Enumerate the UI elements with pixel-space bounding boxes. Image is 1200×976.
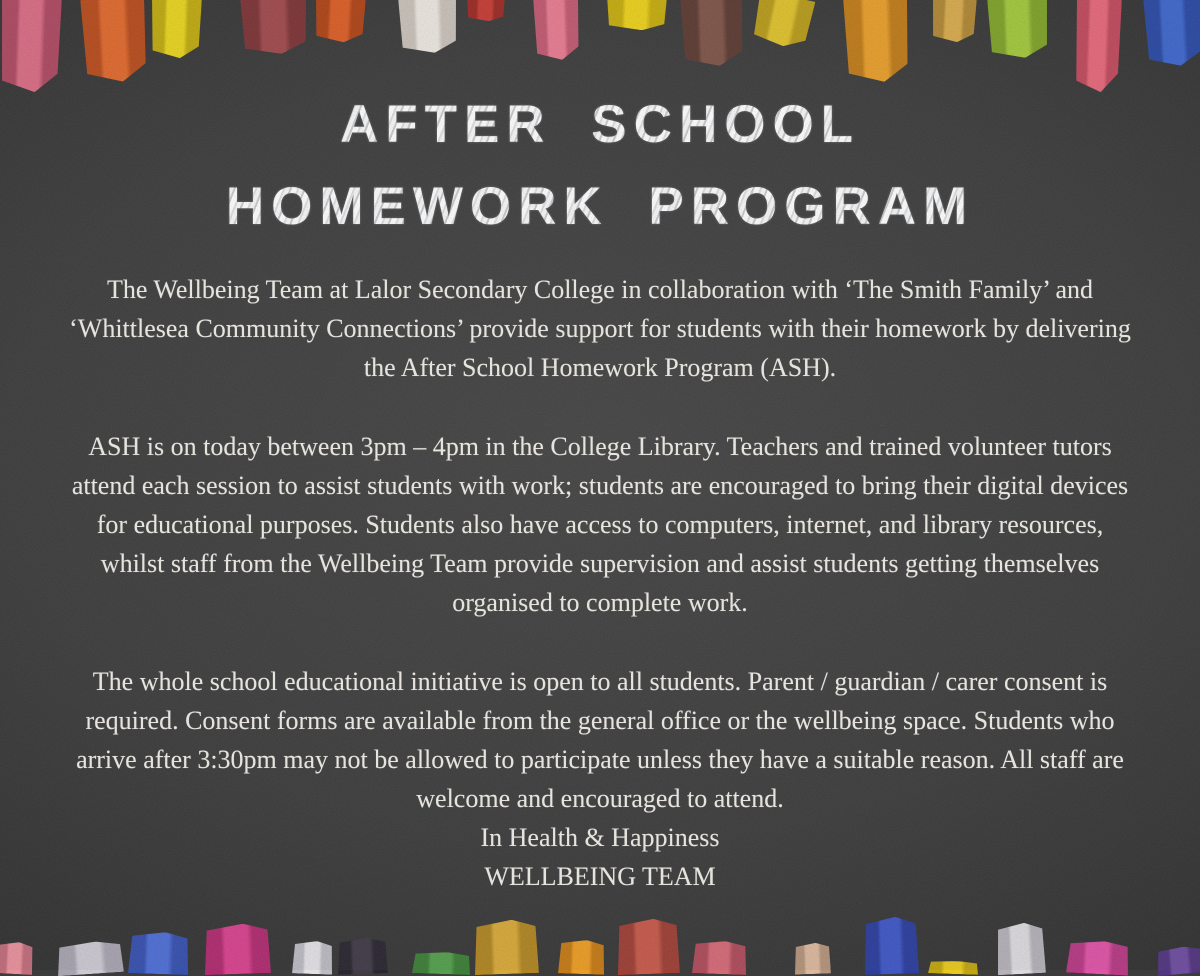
poster-title — [0, 84, 1200, 248]
signoff-line-wellbeing-team: WELLBEING TEAM — [484, 862, 716, 891]
body-paragraph-session-details: ASH is on today between 3pm – 4pm in the College Library. Teachers and trained volunteer tutors attend each session to assist students with work; students are encouraged to bring their digital devices for educational purposes. Students also have access to computers, internet, and library resources, whilst staff from the Wellbeing Team provide supervision and assist students getting themselves organised to complete work. — [71, 432, 1129, 617]
signoff-line-health-happiness: In Health & Happiness — [480, 823, 720, 852]
body-paragraph-intro: The Wellbeing Team at Lalor Secondary College in collaboration with ‘The Smith Family’ and ‘Whittlesea Community Connections’ provide support for students with their homework by delivering the After School Homework Program (ASH). — [69, 275, 1131, 382]
body-paragraph-consent: The whole school educational initiative is open to all students. Parent / guardian / carer consent is required. Consent forms are available from the general office or the wellbeing space. Students who arrive after 3:30pm may not be allowed to participate unless they have a suitable reason. All staff are welcome and encouraged to attend. — [76, 667, 1124, 813]
poster-title-line2: HOMEWORK PROGRAM — [0, 166, 1200, 248]
poster-title-line1: AFTER SCHOOL — [0, 84, 1200, 166]
